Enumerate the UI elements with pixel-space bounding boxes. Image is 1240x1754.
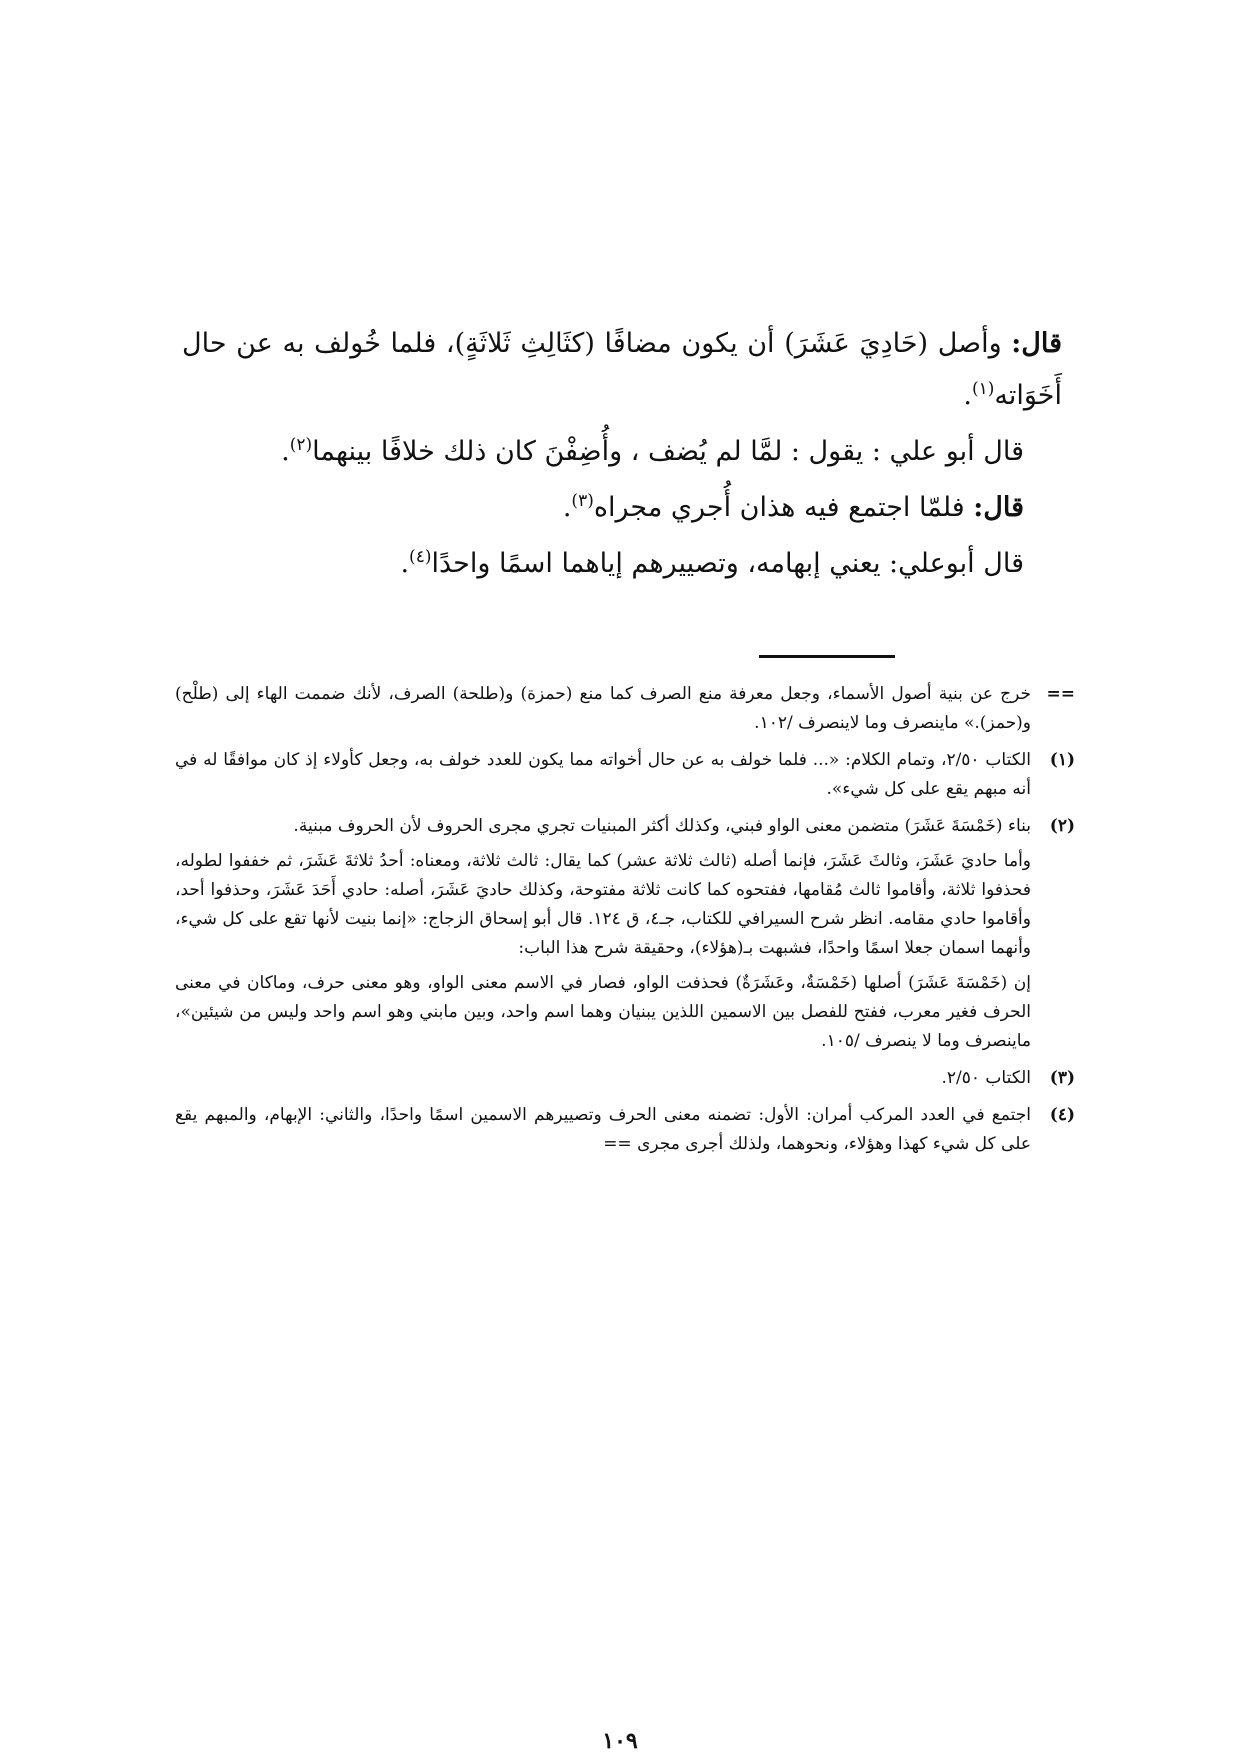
page-number: ١٠٩ (602, 1728, 638, 1754)
footnote-body (175, 746, 1031, 810)
paragraph-text: قال أبوعلي: يعني إبهامه، وتصييرهم إياهما اسمًا واحدًا (431, 548, 1024, 579)
footnote-body (175, 1101, 1031, 1165)
speaker-label: قال: (973, 492, 1024, 523)
footnote-text: بناء (خَمْسَةَ عَشَرَ) متضمن معنى الواو فبني، وكذلك أكثر المبنيات تجري مجرى الحروف لأن الحروف مبنية. (293, 816, 1031, 836)
paragraph-text: قال أبو علي : يقول : لمَّا لم يُضف ، وأُضِفْنَ كان ذلك خلافًا بينهما (312, 436, 1024, 467)
footnote-3 (175, 1064, 1075, 1099)
footnote-text: اجتمع في العدد المركب أمران: الأول: تضمنه معنى الحرف وتصييرهم الاسمين اسمًا واحدًا، والثاني: الإبهام، والمبهم يقع على كل شيء كهذا وهؤلاء، ونحوهما، ولذلك أجرى مجرى == (175, 1105, 1031, 1154)
footnote-2 (175, 812, 1075, 1062)
footnote-text: وأما حاديَ عَشَرَ، وثالثَ عَشَرَ، فإنما أصله (ثالث ثلاثة عشر) كما يقال: ثالث ثلاثة، ومعناه: أحدُ ثلاثةَ عَشَرَ، ثم خففوا لطوله، فحذفوا ثلاثة، وأقاموا ثالث مُقامها، ففتحوه كما كانت ثلاثة مفتوحة، وكذلك حاديَ عَشَرَ، أصله: حادي أَحَدَ عَشَرَ، وحذفوا أحد، وأقاموا حادي مقامه. انظر شرح السيرافي للكتاب، جـ٤، ق ١٢٤. قال أبو إسحاق الزجاج: «إنما بنيت لأنها تقع على كل شيء، وأنهما اسمان جعلا اسمًا واحدًا، فشبهت بـ(هؤلاء)، وحقيقة شرح هذا الباب: (175, 851, 1031, 958)
footnote-4 (175, 1101, 1075, 1165)
full-stop: . (963, 380, 972, 411)
footnote-separator (759, 655, 895, 658)
footnote-continuation (175, 680, 1075, 744)
full-stop: . (562, 492, 572, 523)
footnote-text: الكتاب ٢/٥٠، وتمام الكلام: «... فلما خولف به عن حال أخواته مما يكون للعدد خولف به، وجعل كأولاء إذ كان موافقًا له في أنه مبهم يقع على كل شيء». (175, 750, 1031, 799)
footnote-ref: (٤) (409, 547, 432, 567)
footnote-body (175, 1064, 1031, 1099)
main-paragraph-4 (182, 538, 1062, 590)
paragraph-text: فلمّا اجتمع فيه هذان أُجري مجراه (593, 492, 965, 523)
footnote-text: خرج عن بنية أصول الأسماء، وجعل معرفة منع الصرف كما منع (حمزة) و(طلحة) الصرف، لأنك ضممت الهاء إلى (طلْح) و(حمز).» ماينصرف وما لاينصرف /١٠٢. (175, 684, 1031, 733)
speaker-label: قال: (1011, 328, 1062, 359)
full-stop: . (400, 548, 410, 579)
footnote-1 (175, 746, 1075, 810)
footnote-text: الكتاب ٢/٥٠. (941, 1068, 1031, 1088)
footnote-mark: (٤) (1049, 1105, 1075, 1125)
main-paragraph-1 (182, 318, 1062, 422)
footnote-text: إن (خَمْسَةَ عَشَرَ) أصلها (خَمْسَةٌ، وعَشَرَةٌ) فحذفت الواو، فصار في الاسم معنى الواو، وهو معنى حرف، وماكان في معنى الحرف فغير معرب، ففتح للفصل بين الاسمين اللذين يبنيان وهما اسم واحد، وبين مابني وهو اسم واحد وليس من شيئين»، ماينصرف وما لا ينصرف /١٠٥. (175, 973, 1031, 1051)
footnote-mark: (٣) (1049, 1068, 1075, 1088)
main-text (182, 318, 1062, 594)
paragraph-text: وأصل (حَادِيَ عَشَرَ) أن يكون مضافًا (كثَالِثِ ثَلاثَةٍ)، فلما خُولف به عن حال أَخَوَاته (182, 328, 1062, 411)
main-paragraph-3 (182, 482, 1062, 534)
footnote-mark: (٢) (1049, 816, 1075, 836)
footnotes (175, 680, 1075, 1167)
footnote-ref: (٢) (289, 435, 313, 455)
footnote-body (175, 812, 1031, 1062)
footnote-ref: (١) (971, 379, 995, 399)
footnote-mark: == (1046, 684, 1075, 704)
main-paragraph-2 (182, 426, 1062, 478)
full-stop: . (281, 436, 290, 467)
footnote-mark: (١) (1049, 750, 1075, 770)
footnote-body (175, 680, 1031, 744)
footnote-ref: (٣) (571, 491, 594, 511)
